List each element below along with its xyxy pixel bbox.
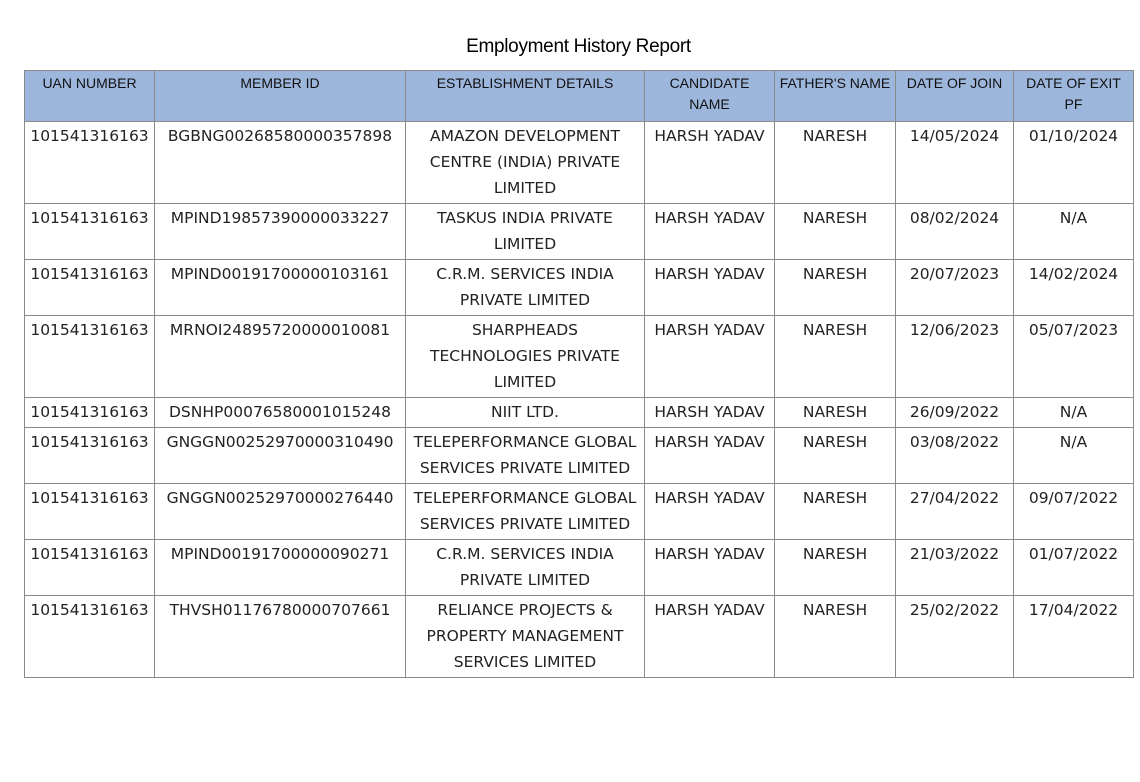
cell-establishment: RELIANCE PROJECTS & PROPERTY MANAGEMENT SERVICES LIMITED [406,596,645,678]
cell-date-of-join: 25/02/2022 [896,596,1014,678]
table-row [25,260,1134,316]
cell-fathers-name: NARESH [775,596,896,678]
table-row [25,398,1134,428]
table-row [25,428,1134,484]
cell-uan-number: 101541316163 [25,596,155,678]
cell-date-of-join: 21/03/2022 [896,540,1014,596]
cell-date-of-join: 20/07/2023 [896,260,1014,316]
cell-fathers-name: NARESH [775,204,896,260]
header-candidate-name: CANDIDATE NAME [645,71,775,122]
cell-candidate-name: HARSH YADAV [645,122,775,204]
cell-member-id: BGBNG00268580000357898 [155,122,406,204]
cell-establishment: AMAZON DEVELOPMENT CENTRE (INDIA) PRIVATE LIMITED [406,122,645,204]
cell-uan-number: 101541316163 [25,316,155,398]
cell-uan-number: 101541316163 [25,428,155,484]
cell-uan-number: 101541316163 [25,540,155,596]
cell-fathers-name: NARESH [775,484,896,540]
cell-fathers-name: NARESH [775,398,896,428]
report-title: Employment History Report [466,36,691,57]
cell-candidate-name: HARSH YADAV [645,484,775,540]
cell-date-of-exit: N/A [1014,398,1134,428]
cell-establishment: C.R.M. SERVICES INDIA PRIVATE LIMITED [406,260,645,316]
cell-date-of-join: 03/08/2022 [896,428,1014,484]
cell-member-id: THVSH01176780000707661 [155,596,406,678]
cell-uan-number: 101541316163 [25,484,155,540]
cell-uan-number: 101541316163 [25,122,155,204]
cell-fathers-name: NARESH [775,540,896,596]
cell-establishment: C.R.M. SERVICES INDIA PRIVATE LIMITED [406,540,645,596]
cell-member-id: MPIND19857390000033227 [155,204,406,260]
cell-member-id: DSNHP00076580001015248 [155,398,406,428]
table-row [25,204,1134,260]
cell-establishment: SHARPHEADS TECHNOLOGIES PRIVATE LIMITED [406,316,645,398]
table-row [25,484,1134,540]
cell-date-of-exit: 17/04/2022 [1014,596,1134,678]
cell-date-of-exit: 09/07/2022 [1014,484,1134,540]
cell-uan-number: 101541316163 [25,398,155,428]
header-fathers-name: FATHER'S NAME [775,71,896,122]
table-row [25,596,1134,678]
cell-date-of-exit: 14/02/2024 [1014,260,1134,316]
cell-fathers-name: NARESH [775,260,896,316]
cell-candidate-name: HARSH YADAV [645,540,775,596]
cell-date-of-exit: N/A [1014,204,1134,260]
cell-candidate-name: HARSH YADAV [645,316,775,398]
header-uan-number: UAN NUMBER [25,71,155,122]
table-row [25,316,1134,398]
cell-date-of-exit: N/A [1014,428,1134,484]
cell-candidate-name: HARSH YADAV [645,260,775,316]
employment-history-table [24,70,1134,678]
cell-establishment: TASKUS INDIA PRIVATE LIMITED [406,204,645,260]
cell-candidate-name: HARSH YADAV [645,596,775,678]
cell-uan-number: 101541316163 [25,204,155,260]
header-row [25,71,1134,122]
table-row [25,540,1134,596]
cell-establishment: NIIT LTD. [406,398,645,428]
cell-fathers-name: NARESH [775,122,896,204]
cell-member-id: GNGGN00252970000310490 [155,428,406,484]
cell-uan-number: 101541316163 [25,260,155,316]
cell-date-of-join: 26/09/2022 [896,398,1014,428]
cell-date-of-join: 08/02/2024 [896,204,1014,260]
cell-date-of-join: 27/04/2022 [896,484,1014,540]
cell-candidate-name: HARSH YADAV [645,204,775,260]
cell-member-id: MRNOI24895720000010081 [155,316,406,398]
cell-establishment: TELEPERFORMANCE GLOBAL SERVICES PRIVATE LIMITED [406,428,645,484]
cell-member-id: MPIND00191700000103161 [155,260,406,316]
cell-candidate-name: HARSH YADAV [645,398,775,428]
header-member-id: MEMBER ID [155,71,406,122]
cell-member-id: GNGGN00252970000276440 [155,484,406,540]
cell-fathers-name: NARESH [775,428,896,484]
header-date-of-exit: DATE OF EXIT PF [1014,71,1134,122]
cell-establishment: TELEPERFORMANCE GLOBAL SERVICES PRIVATE LIMITED [406,484,645,540]
cell-member-id: MPIND00191700000090271 [155,540,406,596]
cell-fathers-name: NARESH [775,316,896,398]
cell-date-of-exit: 05/07/2023 [1014,316,1134,398]
cell-candidate-name: HARSH YADAV [645,428,775,484]
cell-date-of-exit: 01/10/2024 [1014,122,1134,204]
header-establishment-details: ESTABLISHMENT DETAILS [406,71,645,122]
cell-date-of-join: 12/06/2023 [896,316,1014,398]
cell-date-of-join: 14/05/2024 [896,122,1014,204]
table-row [25,122,1134,204]
header-date-of-join: DATE OF JOIN [896,71,1014,122]
cell-date-of-exit: 01/07/2022 [1014,540,1134,596]
